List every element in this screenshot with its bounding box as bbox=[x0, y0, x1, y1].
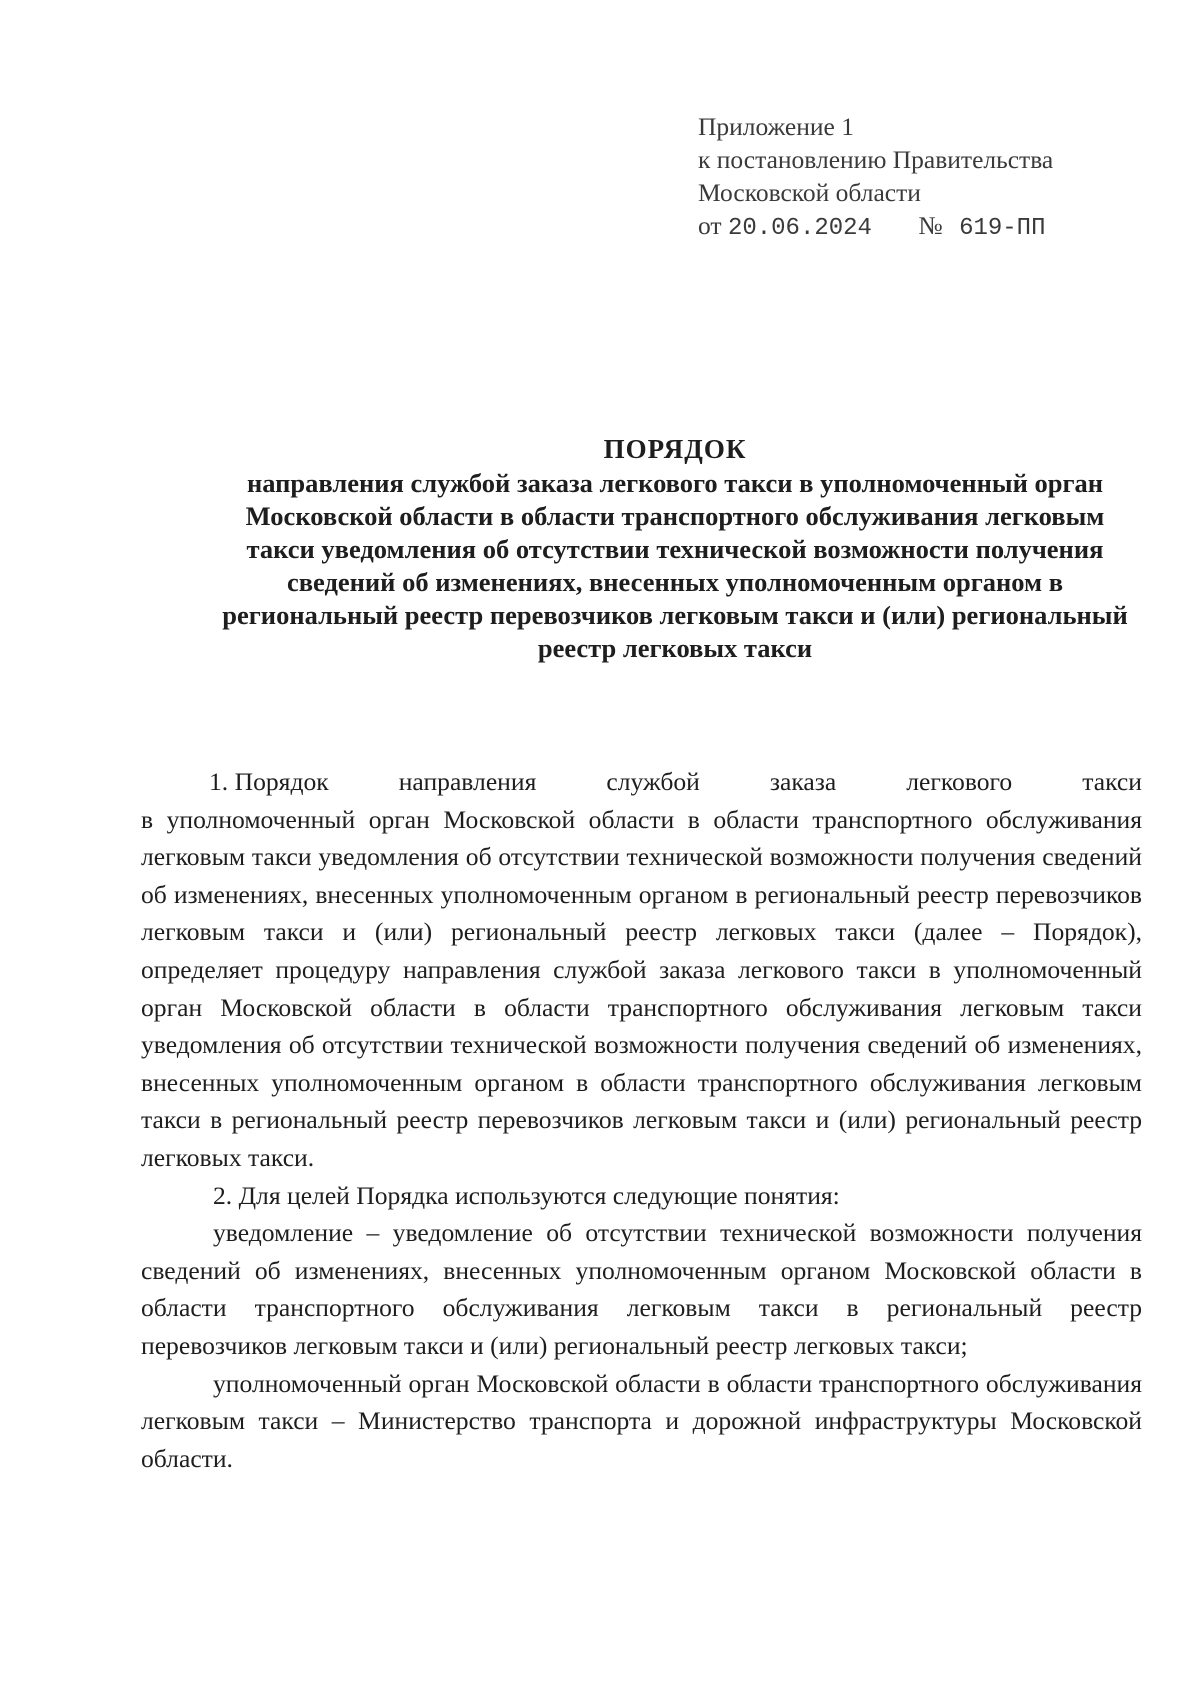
paragraph-4: уполномоченный орган Московской области в области транспортного обслуживания легковым такси – Министерство транспорта и дорожной инфраструктуры Московской области. bbox=[141, 1368, 1142, 1473]
paragraph-2: 2. Для целей Порядка используются следующие понятия: bbox=[213, 1180, 840, 1210]
p1-word: направления bbox=[398, 767, 537, 796]
document-body bbox=[141, 763, 1142, 1477]
document-subtitle: направления службой заказа легкового такси в уполномоченный орган Московской области в области транспортного обслуживания легковым такси уведомления об отсутствии технической возможности получения сведений об изменениях, внесенных уполномоченным органом в региональный реестр перевозчиков легковым такси и (или) региональный реестр легковых такси bbox=[222, 468, 1128, 663]
appendix-date-line bbox=[698, 209, 1168, 245]
document-title-block bbox=[210, 433, 1140, 665]
document-title: ПОРЯДОК bbox=[603, 434, 747, 464]
p1-word: 1. Порядок bbox=[209, 767, 329, 796]
appendix-line-2: к постановлению Правительства bbox=[698, 145, 1054, 174]
paragraph-1-rest: в уполномоченный орган Московской области в области транспортного обслуживания легковым такси уведомления об отсутствии технической возможности получения сведений об изменениях, внесенных уполномоченным органом в региональный реестр перевозчиков легковым такси и (или) региональный реестр легковых такси (далее – Порядок), определяет процедуру направления службой заказа легкового такси в уполномоченный орган Московской области в области транспортного обслуживания легковым такси уведомления об отсутствии технической возможности получения сведений об изменениях, внесенных уполномоченным органом в области транспортного обслуживания легковым такси в региональный реестр перевозчиков легковым такси и (или) региональный реестр легковых такси. bbox=[141, 804, 1142, 1172]
appendix-line-1: Приложение 1 bbox=[698, 112, 854, 141]
paragraph-1-first-line bbox=[141, 763, 1142, 801]
p1-word: такси bbox=[1082, 767, 1142, 796]
date-prefix: от bbox=[698, 211, 722, 240]
p1-word: легкового bbox=[906, 767, 1013, 796]
appendix-header bbox=[698, 110, 1168, 245]
paragraph-3: уведомление – уведомление об отсутствии технической возможности получения сведений об изменениях, внесенных уполномоченным органом Московской области в области транспортного обслуживания легковым такси в региональный реестр перевозчиков легковым такси и (или) региональный реестр легковых такси; bbox=[141, 1218, 1142, 1360]
document-number: 619-ПП bbox=[959, 215, 1046, 242]
document-date: 20.06.2024 bbox=[727, 215, 872, 242]
p1-word: заказа bbox=[769, 767, 837, 796]
number-sign: № bbox=[918, 211, 943, 240]
p1-word: службой bbox=[606, 767, 700, 796]
appendix-line-3: Московской области bbox=[698, 178, 921, 207]
